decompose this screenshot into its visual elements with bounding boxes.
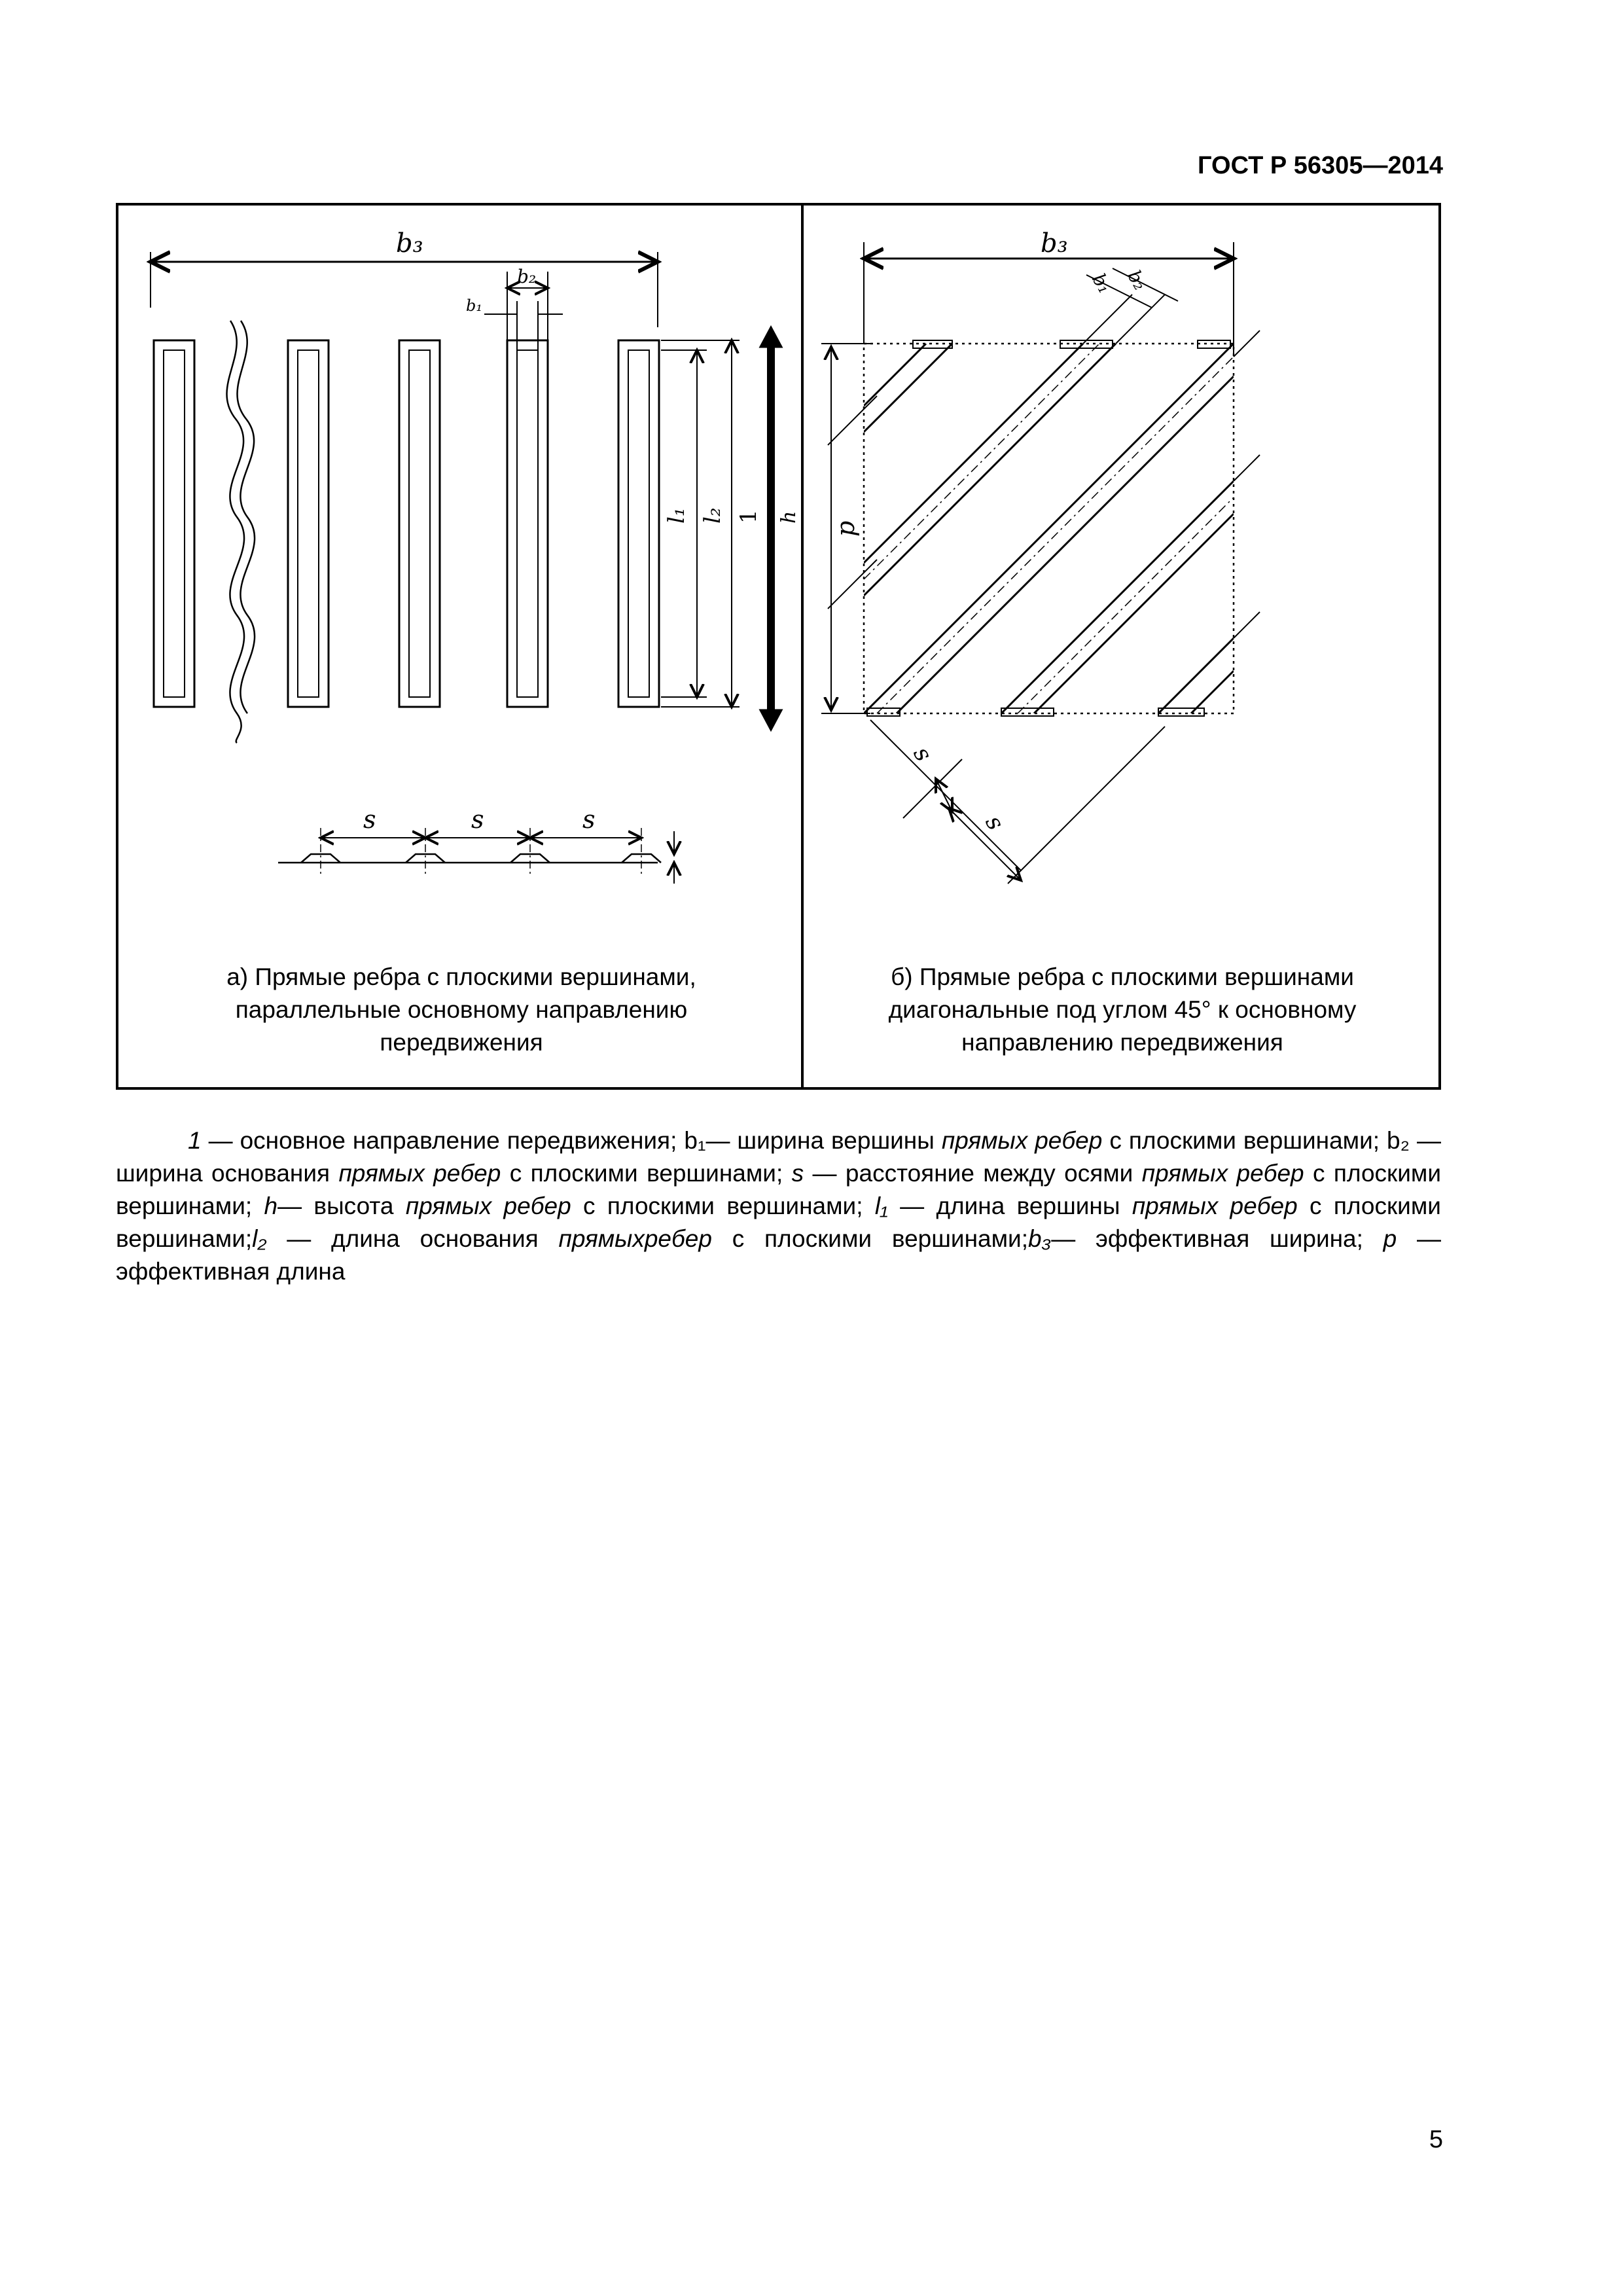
panel-a-labels — [363, 228, 800, 834]
legend-part: прямых ребер — [1141, 1160, 1304, 1187]
legend-part: h — [264, 1193, 278, 1219]
label-a-s2: s — [471, 805, 484, 834]
rib-1 — [154, 340, 194, 707]
page-number: 5 — [1429, 2126, 1443, 2153]
legend-part: с плоскими вершинами; — [501, 1160, 792, 1187]
legend-part: с плоскими вершинами; — [711, 1225, 1028, 1252]
legend-part: прямых ребер — [338, 1160, 501, 1187]
legend-part: — длина основания — [266, 1225, 559, 1252]
label-b-b1: b₁ — [1087, 270, 1116, 297]
diagonal-ribs — [864, 344, 1234, 713]
label-a-b1: b₁ — [466, 296, 482, 315]
legend-part: с плоскими вершинами; — [571, 1193, 875, 1219]
label-b-p: p — [831, 520, 860, 537]
label-a-s3: s — [582, 805, 596, 834]
diag-rib-4 — [1001, 481, 1234, 713]
legend-part: b₃ — [1027, 1225, 1052, 1252]
legend-part: — высота — [277, 1193, 406, 1219]
diag-rib-3 — [864, 344, 1234, 713]
legend-part: ₁ — [697, 1127, 706, 1154]
diag-rib-5 — [1158, 638, 1234, 713]
label-a-l2: l₂ — [700, 507, 726, 524]
legend-part: — эффективная ширина; — [1051, 1225, 1383, 1252]
label-a-b3: b₃ — [396, 228, 423, 259]
legend-part: 1 — [188, 1127, 202, 1154]
legend-part: с плоскими вершинами; — [116, 1160, 1442, 1219]
legend-part: прямых ребер — [405, 1193, 571, 1219]
legend-part: — эффективная длина — [116, 1225, 1442, 1285]
caption-panel-a: а) Прямые ребра с плоскими вершинами, параллельные основному направлению передвижения — [226, 963, 696, 1056]
diag-rib-2 — [864, 344, 1116, 596]
legend-part: прямых ребер — [1132, 1193, 1298, 1219]
legend-part: l₁ — [874, 1193, 888, 1219]
legend-part: — основное направление передвижения; b — [201, 1127, 698, 1154]
legend-part: с плоскими вершинами; — [116, 1193, 1441, 1252]
legend-part: прямыхребер — [558, 1225, 712, 1252]
label-a-s1: s — [363, 805, 376, 834]
rib-5 — [618, 340, 659, 707]
label-b-s2: s — [980, 811, 1009, 835]
caption-panel-b: б) Прямые ребра с плоскими вершинами диагональные под углом 45° к основному направлению передвижения — [888, 963, 1357, 1056]
label-b-b2: b₂ — [1122, 266, 1152, 294]
label-a-direction: 1 — [736, 509, 762, 524]
legend-part: — длина вершины — [887, 1193, 1132, 1219]
label-a-h: h — [777, 511, 800, 524]
legend-part: s — [791, 1160, 804, 1187]
diag-rib-1 — [864, 344, 952, 432]
figure-legend — [116, 1124, 1441, 1288]
panel-a-drawing — [151, 252, 781, 884]
label-a-b2: b₂ — [517, 266, 537, 287]
rib-3 — [399, 340, 440, 707]
rib-4 — [507, 340, 548, 707]
document-header: ГОСТ Р 56305—2014 — [1198, 152, 1443, 179]
label-b-b3: b₃ — [1041, 228, 1068, 259]
legend-part: p — [1383, 1225, 1397, 1252]
figure-drawing — [0, 0, 1623, 1113]
legend-part: — ширина вершины — [705, 1127, 942, 1154]
legend-part: l₂ — [252, 1225, 267, 1252]
legend-part: — расстояние между осями — [804, 1160, 1142, 1187]
panel-b-labels — [831, 228, 1151, 835]
label-a-l1: l₁ — [664, 507, 690, 524]
panel-b-drawing — [821, 242, 1260, 884]
legend-part: с плоскими вершинами; b₂ — ширина основания — [116, 1127, 1441, 1187]
label-b-s1: s — [908, 742, 937, 766]
break-wave — [227, 321, 245, 743]
legend-part: прямых ребер — [941, 1127, 1103, 1154]
rib-2 — [288, 340, 329, 707]
